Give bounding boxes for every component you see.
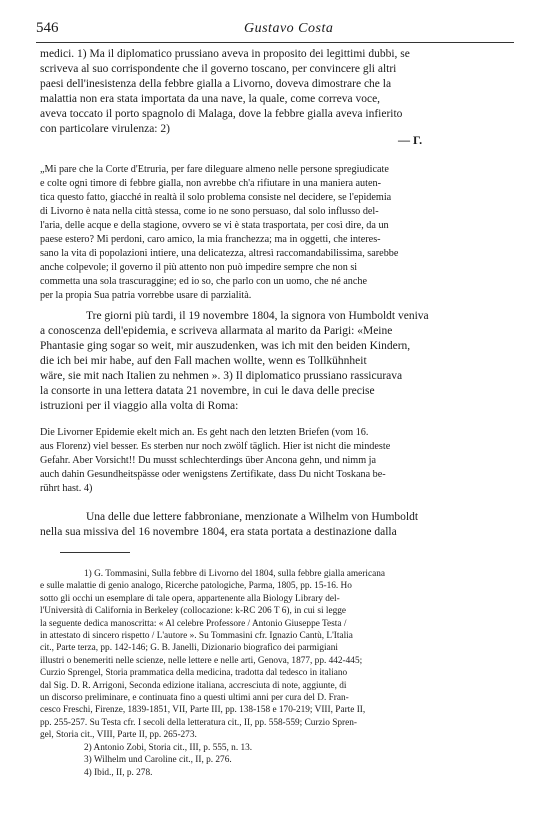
footnotes xyxy=(40,568,512,779)
text-line: con particolare virulenza: 2) xyxy=(40,123,170,135)
footnote-line: cit., Parte terza, pp. 142-146; G. B. Janelli, Dizionario biografico dei parmigiani xyxy=(40,643,338,654)
footnote-line: dal Sig. D. R. Arrigoni, Seconda edizione italiana, accresciuta di note, aggiunte, di xyxy=(40,680,347,691)
text-line: Phantasie ging sogar so weit, mir auszudenken, was ich mit den beiden Kindern, xyxy=(40,340,411,352)
text-line: e colte ogni timore di febbre gialla, non avrebbe ch'a rifiutare in una maniera auten- xyxy=(40,178,381,189)
footnote-line: in attestato di sincero rispetto / L'autore ». Su Tommasini cfr. Ignazio Cantù, L'Italia xyxy=(40,631,353,642)
footnote-line: l'Università di California in Berkeley (collocazione: k-RC 206 T 6), in cui si legge xyxy=(40,606,346,617)
text-line: auch dahin Gesundheitspässe oder wenigstens Zertifikate, dass Du nicht Toskana be- xyxy=(40,469,386,480)
footnote-line: Curzio Sprengel, Storia prammatica della medicina, tradotta dal tedesco in italiano xyxy=(40,668,348,679)
footnote-line: sotto gli occhi un esemplare di tale opera, appartenente alla Biology Library del- xyxy=(40,593,340,604)
paragraph-3 xyxy=(40,510,512,540)
text-line: tica questo fatto, giacché in realtà il solo problema consiste nel decidere, se l'epidemia xyxy=(40,192,392,203)
text-line: la consorte in una lettera datata 21 novembre, in cui le dava delle precise xyxy=(40,385,375,397)
text-line: anche colpevole; il governo il più attento non può impedire sempre che non si xyxy=(40,262,358,273)
text-line: medici. 1) Ma il diplomatico prussiano aveva in proposito dei legittimi dubbi, se xyxy=(40,48,410,60)
footnote-divider xyxy=(60,552,130,553)
text-line: die ich bei mir habe, auf den Fall machen wollte, wenn es Tollkühnheit xyxy=(40,355,367,367)
footnote-line: gel, Storia cit., VIII, Parte II, pp. 265-273. xyxy=(40,730,197,741)
text-line: di Livorno è nata nella città stessa, come io ne sono persuaso, dal solo influsso del- xyxy=(40,206,379,217)
text-line: paesi dell'inesistenza della febbre gialla a Livorno, doveva dimostrare che la xyxy=(40,78,392,90)
text-line: sano la vita di popolazioni intiere, una delicatezza, altresì raccomandabilissima, sarebbe xyxy=(40,248,399,259)
text-line: malattia non era stata importata da una nave, la quale, come correva voce, xyxy=(40,93,381,105)
text-line: a conoscenza dell'epidemia, e scriveva allarmata al marito da Parigi: «Meine xyxy=(40,325,393,337)
quote-german xyxy=(40,426,512,496)
footnote-line: 2) Antonio Zobi, Storia cit., III, p. 555, n. 13. xyxy=(84,742,253,753)
footnote-line: cesco Freschi, Firenze, 1839-1851, VII, Parte III, pp. 138-158 e 170-219; VIII, Parte II, xyxy=(40,705,366,716)
margin-mark: — Γ. xyxy=(398,133,423,147)
text-line: istruzioni per il viaggio alla volta di Roma: xyxy=(40,400,239,412)
text-line: Die Livorner Epidemie ekelt mich an. Es geht nach den letzten Briefen (vom 16. xyxy=(40,427,369,438)
footnote-line: 3) Wilhelm und Caroline cit., II, p. 276. xyxy=(84,755,232,766)
text-line: aus Florenz) viel besser. Es sterben nur noch zwölf täglich. Hier ist nicht die mindeste xyxy=(40,441,391,452)
text-line: l'aria, delle acque e della stagione, ovvero se vi è stata trasportata, per così dire, da un xyxy=(40,220,389,231)
footnote-line: 4) Ibid., II, p. 278. xyxy=(84,767,153,778)
page-header xyxy=(36,20,514,43)
footnote-line: 1) G. Tommasini, Sulla febbre di Livorno del 1804, sulla febbre gialla americana xyxy=(84,569,385,579)
text-line: paese estero? Mi perdoni, caro amico, la mia franchezza; ma in oggetti, che interes- xyxy=(40,234,381,245)
footnote-line: un discorso preliminare, e continuata fino a questi ultimi anni per cura del D. Fran- xyxy=(40,693,349,704)
paragraph-1 xyxy=(40,47,512,137)
running-title: Gustavo Costa xyxy=(244,21,334,36)
text-line: „Mi pare che la Corte d'Etruria, per fare dileguare almeno nelle persone spregiudicate xyxy=(40,164,389,175)
text-line: Gefahr. Aber Vorsicht!! Du musst schlechterdings über Ancona gehn, und nimm ja xyxy=(40,455,377,466)
text-line: scriveva al suo corrispondente che il governo toscano, per convincere gli altri xyxy=(40,63,397,75)
text-line: rührt hast. 4) xyxy=(40,483,93,494)
text-line: per la propia Sua patria vorrebbe usare di parzialità. xyxy=(40,290,252,301)
text-line: commetta una sola trascuraggine; ed io so, che parlo con un uomo, che né anche xyxy=(40,276,368,287)
paragraph-2 xyxy=(40,309,512,414)
text-line: Una delle due lettere fabbroniane, menzionate a Wilhelm von Humboldt xyxy=(86,511,419,523)
quote-italian xyxy=(40,163,512,303)
footnote-line: e sulle malattie di genio analogo, Ricerche patologiche, Parma, 1805, pp. 15-16. Ho xyxy=(40,581,352,592)
text-line: wäre, sie mit nach Italien zu nehmen ». 3) Il diplomatico prussiano rassicurava xyxy=(40,370,403,382)
text-line: nella sua missiva del 16 novembre 1804, era stata portata a destinazione dalla xyxy=(40,526,397,538)
footnote-line: pp. 255-257. Su Testa cfr. I secoli della letteratura cit., II, pp. 558-559; Curzio Spren- xyxy=(40,717,357,728)
footnote-line: illustri o benemeriti nelle scienze, nelle lettere e nelle arti, Genova, 1877, pp. 442-445; xyxy=(40,655,363,666)
page-number: 546 xyxy=(36,20,59,36)
text-line: Tre giorni più tardi, il 19 novembre 1804, la signora von Humboldt veniva xyxy=(86,310,429,322)
text-line: aveva toccato il porto spagnolo di Malaga, dove la febbre gialla aveva infierito xyxy=(40,108,403,120)
footnote-line: la seguente dedica manoscritta: « Al celebre Professore / Antonio Giuseppe Testa / xyxy=(40,618,347,629)
